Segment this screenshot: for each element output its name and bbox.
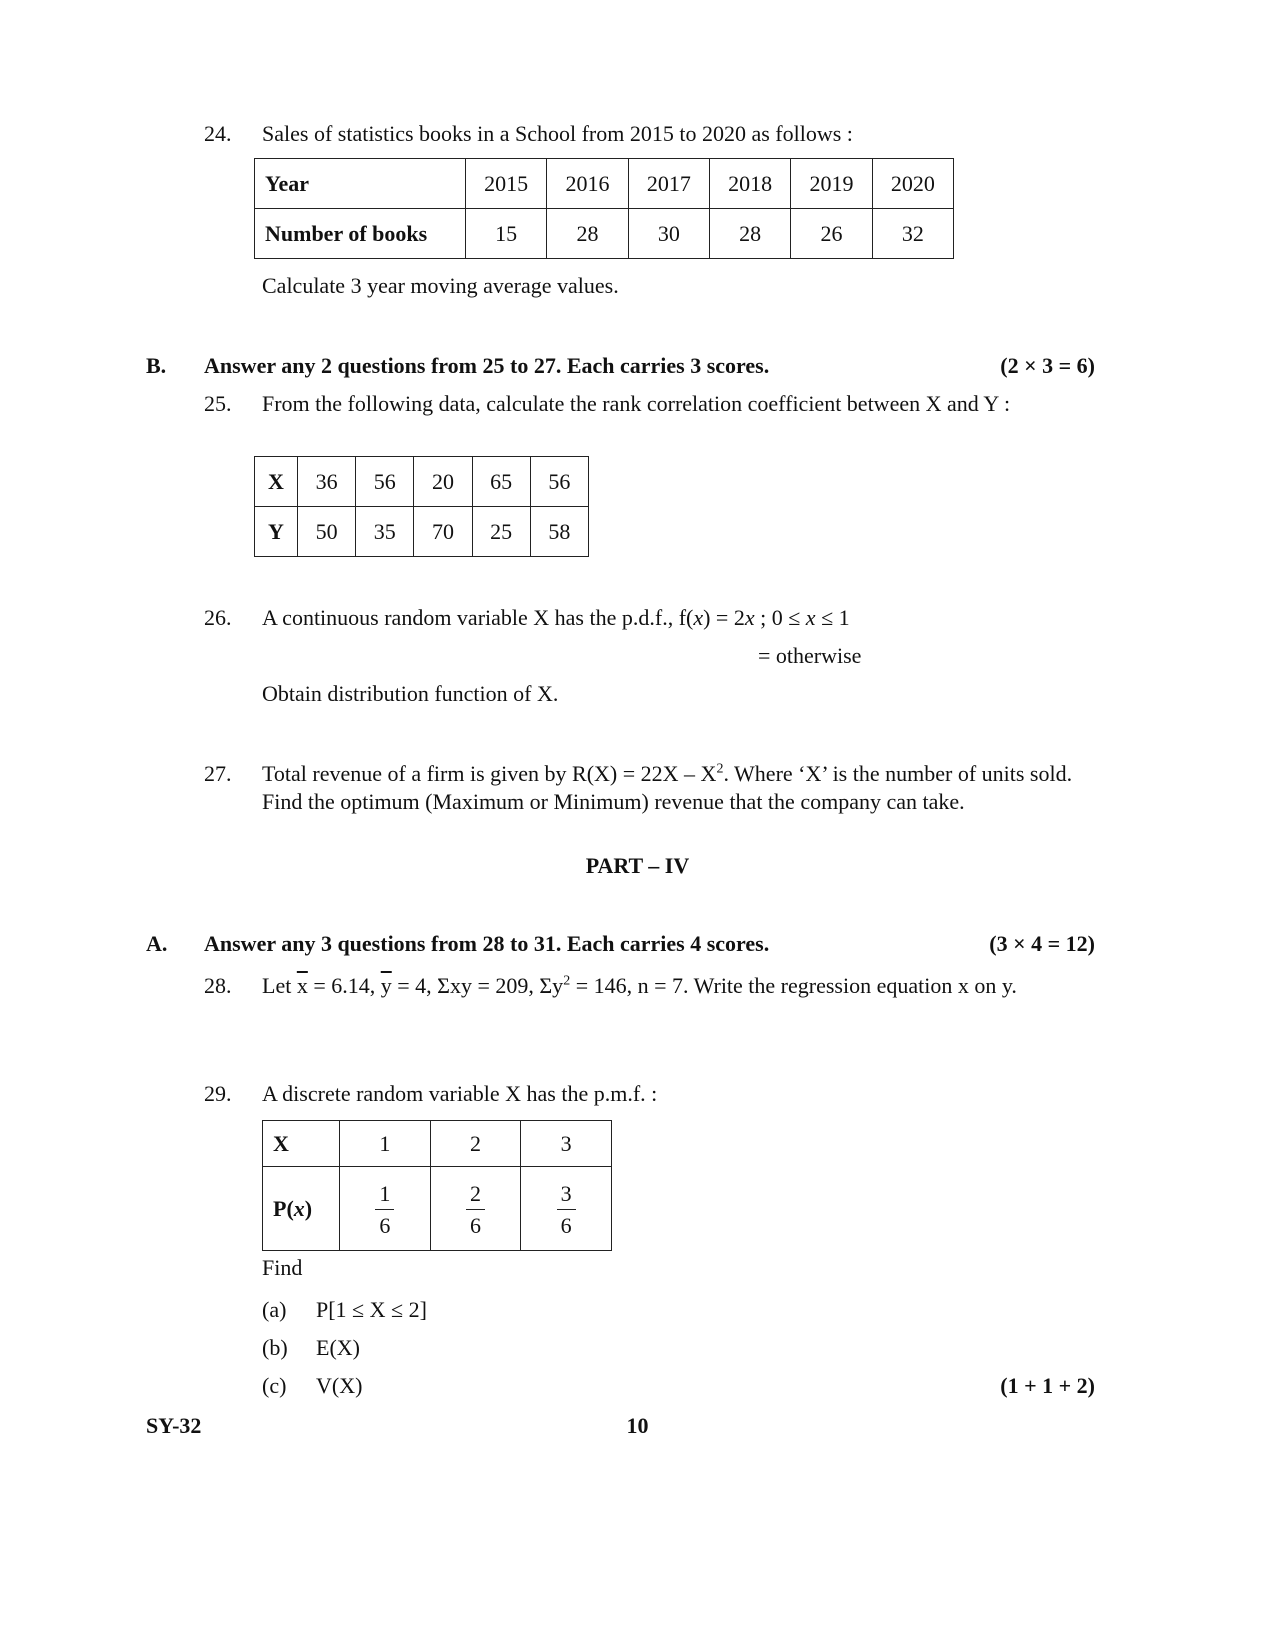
q28-text <box>262 972 1082 1001</box>
q27-text <box>262 760 1082 815</box>
q29-p-label-a: P( <box>273 1195 294 1221</box>
q24-books-cell: 28 <box>709 209 790 259</box>
q25-x-cell: 36 <box>298 457 356 507</box>
q25-table <box>254 456 589 557</box>
q24-text: Sales of statistics books in a School from 2015 to 2020 as follows : <box>262 121 853 146</box>
q28-text-b: = 6.14, <box>307 973 381 998</box>
numerator: 3 <box>557 1182 576 1210</box>
q28-number: 28. <box>204 973 232 998</box>
q25-y-cell: 35 <box>356 507 414 557</box>
q28-superscript: 2 <box>563 973 571 989</box>
q27-text-b: . Where ‘X’ is the number of units sold. Find the optimum (Maximum or Minimum) revenue that the company can take. <box>262 761 1073 814</box>
part-heading: PART – IV <box>585 853 690 878</box>
q24-year-cell: 2016 <box>547 159 628 209</box>
q28-text-d: = 146, n = 7. Write the regression equation x on y. <box>570 973 1017 998</box>
q29-part-a-label: (a) <box>262 1297 287 1322</box>
q29-p-cell <box>430 1167 521 1251</box>
q26-line1 <box>262 604 1092 632</box>
q24-books-cell: 28 <box>547 209 628 259</box>
q25-x-cell: 56 <box>530 457 588 507</box>
q26-text-d: ≤ 1 <box>815 605 850 630</box>
denominator: 6 <box>560 1213 572 1238</box>
numerator: 2 <box>466 1182 485 1210</box>
q24-table <box>254 158 954 259</box>
q24-year-cell: 2019 <box>791 159 872 209</box>
q26-var: x <box>693 605 704 630</box>
q28-text-c: = 4, Σxy = 209, Σy <box>391 973 564 998</box>
denominator: 6 <box>469 1213 481 1238</box>
q24-year-label: Year <box>255 159 466 209</box>
fraction <box>466 1182 485 1237</box>
section-a-marks: (3 × 4 = 12) <box>989 931 1095 956</box>
q25-text: From the following data, calculate the rank correlation coefficient between X and Y : <box>262 391 1011 416</box>
q24-year-row <box>255 159 954 209</box>
page-number: 10 <box>626 1413 649 1438</box>
q24-instruction: Calculate 3 year moving average values. <box>262 273 619 298</box>
q25-x-cell: 56 <box>356 457 414 507</box>
q29-p-label <box>263 1167 340 1251</box>
q25-y-cell: 50 <box>298 507 356 557</box>
q29-p-cell <box>521 1167 612 1251</box>
q24-number: 24. <box>204 121 232 146</box>
q29-part-b-label: (b) <box>262 1335 288 1360</box>
denominator: 6 <box>379 1213 391 1238</box>
q29-number: 29. <box>204 1081 232 1106</box>
q29-marks: (1 + 1 + 2) <box>1000 1373 1095 1398</box>
fraction <box>557 1182 576 1237</box>
q24-year-cell: 2020 <box>872 159 953 209</box>
q24-books-row <box>255 209 954 259</box>
q25-y-cell: 58 <box>530 507 588 557</box>
q29-p-cell <box>340 1167 431 1251</box>
section-a-heading: Answer any 3 questions from 28 to 31. Each carries 4 scores. <box>204 931 770 956</box>
q29-part-c-label: (c) <box>262 1373 287 1398</box>
q24-books-cell: 15 <box>466 209 547 259</box>
q27-superscript: 2 <box>716 761 724 777</box>
section-b-heading: Answer any 2 questions from 25 to 27. Each carries 3 scores. <box>204 353 770 378</box>
q26-var: x <box>744 605 755 630</box>
numerator: 1 <box>375 1182 394 1210</box>
q29-x-cell: 2 <box>430 1121 521 1167</box>
section-a-letter: A. <box>146 931 168 956</box>
q24-books-cell: 30 <box>628 209 709 259</box>
q26-number: 26. <box>204 605 232 630</box>
q24-year-cell: 2017 <box>628 159 709 209</box>
x-bar-symbol: $\overline{x}$ <box>296 973 308 998</box>
q26-otherwise: = otherwise <box>758 643 862 668</box>
q29-p-label-var: x <box>293 1195 305 1221</box>
q24-books-label: Number of books <box>255 209 466 259</box>
q25-x-row <box>255 457 589 507</box>
q24-books-cell: 32 <box>872 209 953 259</box>
q29-part-b-text: E(X) <box>316 1335 360 1360</box>
q25-x-cell: 20 <box>414 457 472 507</box>
fraction <box>375 1182 394 1237</box>
q29-part-c-text: V(X) <box>316 1373 363 1398</box>
q26-text-a: A continuous random variable X has the p.d.f., f( <box>262 605 694 630</box>
q28-text-a: Let <box>262 973 297 998</box>
q25-number: 25. <box>204 391 232 416</box>
q25-y-cell: 70 <box>414 507 472 557</box>
section-b-letter: B. <box>146 353 167 378</box>
q29-text: A discrete random variable X has the p.m.f. : <box>262 1081 658 1106</box>
q26-text-b: ) = 2 <box>703 605 745 630</box>
q26-var: x <box>805 605 816 630</box>
q29-part-a-text: P[1 ≤ X ≤ 2] <box>316 1297 427 1322</box>
q29-p-label-b: ) <box>304 1195 313 1221</box>
footer-code: SY-32 <box>146 1413 202 1438</box>
q25-y-label: Y <box>255 507 298 557</box>
section-b-marks: (2 × 3 = 6) <box>1000 353 1095 378</box>
q29-x-cell: 3 <box>521 1121 612 1167</box>
q29-x-cell: 1 <box>340 1121 431 1167</box>
q24-books-cell: 26 <box>791 209 872 259</box>
q29-table <box>262 1120 612 1251</box>
q26-text-c: ; 0 ≤ <box>754 605 806 630</box>
q29-x-label: X <box>263 1121 340 1167</box>
q29-p-row <box>263 1167 612 1251</box>
y-bar-symbol: $\overline{y}$ <box>380 973 392 998</box>
q25-y-cell: 25 <box>472 507 530 557</box>
q29-find: Find <box>262 1255 303 1280</box>
q24-year-cell: 2018 <box>709 159 790 209</box>
q27-number: 27. <box>204 761 232 786</box>
q26-instruction: Obtain distribution function of X. <box>262 681 559 706</box>
q25-y-row <box>255 507 589 557</box>
q24-year-cell: 2015 <box>466 159 547 209</box>
q25-x-cell: 65 <box>472 457 530 507</box>
q25-x-label: X <box>255 457 298 507</box>
q29-x-row <box>263 1121 612 1167</box>
q27-text-a: Total revenue of a firm is given by R(X) = 22X – X <box>262 761 717 786</box>
